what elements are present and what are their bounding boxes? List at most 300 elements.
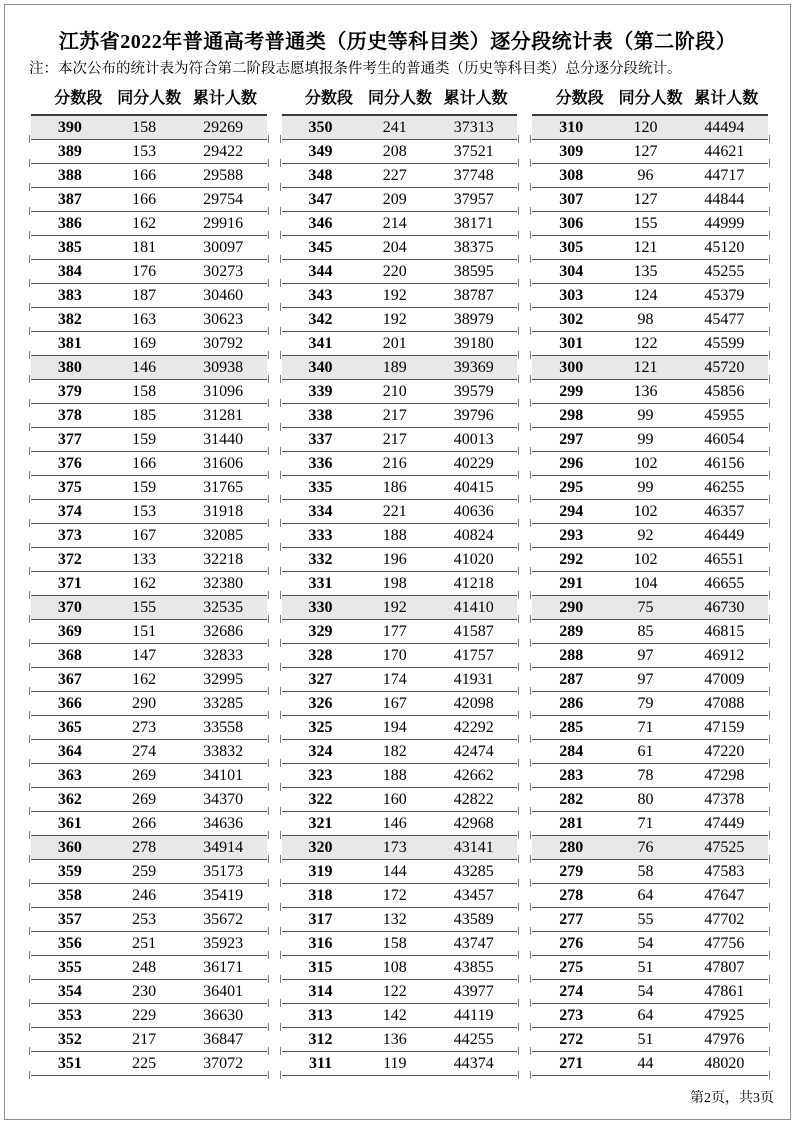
score-cell: 387: [31, 188, 109, 212]
cumulative-cell: 47009: [681, 668, 768, 692]
count-cell: 64: [637, 1007, 654, 1025]
score-cell: 273: [532, 1004, 610, 1028]
document-page: [4, 4, 791, 1120]
table-row: [282, 164, 518, 188]
score-cell: 372: [31, 548, 109, 572]
cumulative-cell: 46255: [681, 476, 768, 500]
cumulative-cell: 31281: [179, 404, 266, 428]
table-row: [532, 115, 768, 140]
score-cell: 325: [282, 716, 360, 740]
score-tables: [31, 88, 768, 1076]
table-row: [31, 572, 267, 596]
score-cell: 379: [31, 380, 109, 404]
score-cell: 290: [532, 596, 610, 620]
score-cell: 345: [282, 236, 360, 260]
count-cell: 216: [382, 455, 407, 473]
cumulative-cell: 46551: [681, 548, 768, 572]
count-cell: 192: [382, 287, 407, 305]
score-cell: 296: [532, 452, 610, 476]
table-row: [31, 500, 267, 524]
count-cell: 55: [637, 911, 654, 929]
cumulative-cell: 42968: [430, 812, 517, 836]
table-row: [532, 284, 768, 308]
cumulative-cell: 32218: [179, 548, 266, 572]
column-headers: [532, 88, 768, 110]
score-cell: 315: [282, 956, 360, 980]
score-cell: 360: [31, 836, 109, 860]
table-row: [282, 932, 518, 956]
table-row: [31, 452, 267, 476]
column-header-cumulative: 累计人数: [694, 90, 759, 108]
cumulative-cell: 45120: [681, 236, 768, 260]
column-header-same-count: 同分人数: [618, 90, 683, 108]
column-header-score: 分数段: [304, 90, 353, 108]
table-row: [282, 956, 518, 980]
table-row: [31, 524, 267, 548]
cumulative-cell: 47976: [681, 1028, 768, 1052]
count-cell: 208: [382, 143, 407, 161]
score-cell: 348: [282, 164, 360, 188]
cumulative-cell: 35672: [179, 908, 266, 932]
cumulative-cell: 29754: [179, 188, 266, 212]
score-cell: 375: [31, 476, 109, 500]
count-cell: 253: [132, 911, 157, 929]
score-cell: 370: [31, 596, 109, 620]
count-cell: 210: [382, 383, 407, 401]
count-cell: 246: [132, 887, 157, 905]
table-row: [31, 260, 267, 284]
cumulative-cell: 47756: [681, 932, 768, 956]
table-row: [31, 164, 267, 188]
cumulative-cell: 38375: [430, 236, 517, 260]
count-cell: 108: [382, 959, 407, 977]
cumulative-cell: 42662: [430, 764, 517, 788]
cumulative-cell: 42474: [430, 740, 517, 764]
table-row: [532, 716, 768, 740]
score-cell: 311: [282, 1052, 360, 1076]
score-cell: 354: [31, 980, 109, 1004]
table-row: [532, 1004, 768, 1028]
table-row: [532, 260, 768, 284]
score-cell: 317: [282, 908, 360, 932]
cumulative-cell: 37748: [430, 164, 517, 188]
cumulative-cell: 46815: [681, 620, 768, 644]
score-cell: 351: [31, 1052, 109, 1076]
cumulative-cell: 45955: [681, 404, 768, 428]
cumulative-cell: 32686: [179, 620, 266, 644]
score-cell: 297: [532, 428, 610, 452]
count-cell: 58: [637, 863, 654, 881]
count-cell: 189: [382, 359, 407, 377]
table-row: [31, 236, 267, 260]
table-row: [532, 860, 768, 884]
score-cell: 365: [31, 716, 109, 740]
count-cell: 127: [633, 143, 658, 161]
cumulative-cell: 34101: [179, 764, 266, 788]
cumulative-cell: 39796: [430, 404, 517, 428]
score-table-group-3: [532, 88, 768, 1076]
table-row: [532, 548, 768, 572]
cumulative-cell: 40013: [430, 428, 517, 452]
count-cell: 155: [633, 215, 658, 233]
column-header-same-count: 同分人数: [117, 90, 182, 108]
table-row: [31, 788, 267, 812]
cumulative-cell: 37521: [430, 140, 517, 164]
cumulative-cell: 44717: [681, 164, 768, 188]
count-cell: 54: [637, 935, 654, 953]
table-row: [31, 908, 267, 932]
count-cell: 166: [132, 455, 157, 473]
score-cell: 371: [31, 572, 109, 596]
count-cell: 214: [382, 215, 407, 233]
cumulative-cell: 30938: [179, 356, 266, 380]
count-cell: 167: [132, 527, 157, 545]
score-cell: 380: [31, 356, 109, 380]
table-row: [282, 908, 518, 932]
cumulative-cell: 46730: [681, 596, 768, 620]
cumulative-cell: 44119: [430, 1004, 517, 1028]
count-cell: 132: [382, 911, 407, 929]
table-row: [532, 932, 768, 956]
score-cell: 383: [31, 284, 109, 308]
cumulative-cell: 32085: [179, 524, 266, 548]
cumulative-cell: 47925: [681, 1004, 768, 1028]
score-cell: 334: [282, 500, 360, 524]
score-table: [282, 114, 518, 1076]
score-cell: 288: [532, 644, 610, 668]
cumulative-cell: 33832: [179, 740, 266, 764]
cumulative-cell: 46912: [681, 644, 768, 668]
table-row: [31, 308, 267, 332]
score-cell: 333: [282, 524, 360, 548]
cumulative-cell: 43977: [430, 980, 517, 1004]
cumulative-cell: 47088: [681, 692, 768, 716]
cumulative-cell: 45379: [681, 284, 768, 308]
count-cell: 248: [132, 959, 157, 977]
count-cell: 273: [132, 719, 157, 737]
cumulative-cell: 38595: [430, 260, 517, 284]
score-cell: 286: [532, 692, 610, 716]
count-cell: 173: [382, 839, 407, 857]
count-cell: 159: [132, 479, 157, 497]
cumulative-cell: 44999: [681, 212, 768, 236]
score-cell: 294: [532, 500, 610, 524]
score-cell: 291: [532, 572, 610, 596]
cumulative-cell: 40636: [430, 500, 517, 524]
count-cell: 71: [637, 719, 654, 737]
count-cell: 80: [637, 791, 654, 809]
table-row: [282, 1004, 518, 1028]
table-row: [31, 548, 267, 572]
table-row: [31, 188, 267, 212]
table-row: [31, 212, 267, 236]
count-cell: 185: [132, 407, 157, 425]
cumulative-cell: 31440: [179, 428, 266, 452]
count-cell: 269: [132, 791, 157, 809]
count-cell: 290: [132, 695, 157, 713]
score-cell: 301: [532, 332, 610, 356]
score-cell: 376: [31, 452, 109, 476]
count-cell: 166: [132, 191, 157, 209]
count-cell: 266: [132, 815, 157, 833]
table-row: [282, 716, 518, 740]
cumulative-cell: 41931: [430, 668, 517, 692]
table-row: [282, 764, 518, 788]
count-cell: 241: [382, 119, 407, 137]
table-row: [282, 260, 518, 284]
table-row: [532, 572, 768, 596]
score-cell: 377: [31, 428, 109, 452]
column-header-cumulative: 累计人数: [192, 90, 257, 108]
count-cell: 230: [132, 983, 157, 1001]
count-cell: 221: [382, 503, 407, 521]
score-cell: 319: [282, 860, 360, 884]
cumulative-cell: 31096: [179, 380, 266, 404]
cumulative-cell: 45856: [681, 380, 768, 404]
table-row: [532, 236, 768, 260]
count-cell: 162: [132, 671, 157, 689]
count-cell: 102: [633, 551, 658, 569]
table-row: [282, 596, 518, 620]
count-cell: 201: [382, 335, 407, 353]
score-cell: 293: [532, 524, 610, 548]
score-cell: 289: [532, 620, 610, 644]
score-cell: 338: [282, 404, 360, 428]
cumulative-cell: 41410: [430, 596, 517, 620]
count-cell: 196: [382, 551, 407, 569]
count-cell: 177: [382, 623, 407, 641]
score-cell: 283: [532, 764, 610, 788]
table-row: [282, 788, 518, 812]
score-cell: 298: [532, 404, 610, 428]
count-cell: 159: [132, 431, 157, 449]
count-cell: 119: [383, 1055, 407, 1073]
cumulative-cell: 48020: [681, 1052, 768, 1076]
cumulative-cell: 46156: [681, 452, 768, 476]
table-row: [532, 1052, 768, 1076]
count-cell: 217: [382, 407, 407, 425]
table-row: [532, 620, 768, 644]
table-row: [282, 980, 518, 1004]
cumulative-cell: 47525: [681, 836, 768, 860]
column-header-score: 分数段: [555, 90, 604, 108]
score-cell: 321: [282, 812, 360, 836]
table-row: [31, 404, 267, 428]
note-text: 注：本次公布的统计表为符合第二阶段志愿填报条件考生的普通类（历史等科目类）总分逐分段统计。: [29, 61, 682, 77]
table-row: [31, 956, 267, 980]
cumulative-cell: 29588: [179, 164, 266, 188]
table-row: [282, 428, 518, 452]
table-row: [31, 596, 267, 620]
table-row: [532, 788, 768, 812]
table-row: [31, 668, 267, 692]
page-title: 江苏省2022年普通高考普通类（历史等科目类）逐分段统计表（第二阶段）: [58, 31, 737, 53]
column-header-same-count: 同分人数: [367, 90, 432, 108]
cumulative-cell: 39579: [430, 380, 517, 404]
cumulative-cell: 30623: [179, 308, 266, 332]
score-cell: 336: [282, 452, 360, 476]
count-cell: 259: [132, 863, 157, 881]
score-cell: 304: [532, 260, 610, 284]
score-cell: 306: [532, 212, 610, 236]
count-cell: 188: [382, 527, 407, 545]
count-cell: 99: [637, 479, 654, 497]
table-row: [532, 836, 768, 860]
count-cell: 172: [382, 887, 407, 905]
table-row: [31, 884, 267, 908]
count-cell: 102: [633, 455, 658, 473]
cumulative-cell: 41020: [430, 548, 517, 572]
cumulative-cell: 32995: [179, 668, 266, 692]
score-cell: 358: [31, 884, 109, 908]
table-row: [31, 140, 267, 164]
count-cell: 176: [132, 263, 157, 281]
count-cell: 98: [637, 311, 654, 329]
cumulative-cell: 45255: [681, 260, 768, 284]
table-row: [282, 620, 518, 644]
count-cell: 160: [382, 791, 407, 809]
table-row: [532, 476, 768, 500]
count-cell: 71: [637, 815, 654, 833]
table-row: [282, 452, 518, 476]
cumulative-cell: 39180: [430, 332, 517, 356]
score-cell: 330: [282, 596, 360, 620]
cumulative-cell: 44844: [681, 188, 768, 212]
count-cell: 251: [132, 935, 157, 953]
cumulative-cell: 35923: [179, 932, 266, 956]
count-cell: 158: [382, 935, 407, 953]
score-cell: 292: [532, 548, 610, 572]
score-cell: 384: [31, 260, 109, 284]
table-row: [31, 115, 267, 140]
score-cell: 299: [532, 380, 610, 404]
count-cell: 186: [382, 479, 407, 497]
cumulative-cell: 47702: [681, 908, 768, 932]
count-cell: 104: [633, 575, 658, 593]
count-cell: 188: [382, 767, 407, 785]
cumulative-cell: 47861: [681, 980, 768, 1004]
count-cell: 217: [132, 1031, 157, 1049]
table-row: [532, 188, 768, 212]
table-row: [282, 644, 518, 668]
table-row: [532, 164, 768, 188]
score-cell: 366: [31, 692, 109, 716]
table-row: [532, 692, 768, 716]
table-row: [532, 404, 768, 428]
table-row: [282, 548, 518, 572]
cumulative-cell: 42098: [430, 692, 517, 716]
count-cell: 278: [132, 839, 157, 857]
cumulative-cell: 42822: [430, 788, 517, 812]
table-row: [532, 452, 768, 476]
cumulative-cell: 34914: [179, 836, 266, 860]
table-row: [532, 596, 768, 620]
table-row: [532, 140, 768, 164]
score-cell: 318: [282, 884, 360, 908]
score-cell: 327: [282, 668, 360, 692]
score-table-group-1: [31, 88, 267, 1076]
cumulative-cell: 42292: [430, 716, 517, 740]
count-cell: 174: [382, 671, 407, 689]
cumulative-cell: 40415: [430, 476, 517, 500]
score-cell: 353: [31, 1004, 109, 1028]
count-cell: 79: [637, 695, 654, 713]
count-cell: 96: [637, 167, 654, 185]
cumulative-cell: 37072: [179, 1052, 266, 1076]
score-cell: 352: [31, 1028, 109, 1052]
score-cell: 285: [532, 716, 610, 740]
cumulative-cell: 43855: [430, 956, 517, 980]
cumulative-cell: 46449: [681, 524, 768, 548]
count-cell: 163: [132, 311, 157, 329]
score-cell: 312: [282, 1028, 360, 1052]
cumulative-cell: 29422: [179, 140, 266, 164]
cumulative-cell: 32833: [179, 644, 266, 668]
table-row: [282, 692, 518, 716]
score-cell: 314: [282, 980, 360, 1004]
count-cell: 122: [382, 983, 407, 1001]
table-row: [532, 908, 768, 932]
score-table: [31, 114, 267, 1076]
table-row: [282, 356, 518, 380]
score-cell: 326: [282, 692, 360, 716]
count-cell: 99: [637, 431, 654, 449]
score-cell: 278: [532, 884, 610, 908]
count-cell: 147: [132, 647, 157, 665]
count-cell: 192: [382, 311, 407, 329]
cumulative-cell: 37313: [430, 115, 517, 140]
cumulative-cell: 39369: [430, 356, 517, 380]
score-cell: 388: [31, 164, 109, 188]
score-cell: 356: [31, 932, 109, 956]
score-cell: 316: [282, 932, 360, 956]
cumulative-cell: 47378: [681, 788, 768, 812]
cumulative-cell: 47159: [681, 716, 768, 740]
score-cell: 305: [532, 236, 610, 260]
score-cell: 357: [31, 908, 109, 932]
score-cell: 346: [282, 212, 360, 236]
count-cell: 158: [132, 383, 157, 401]
count-cell: 61: [637, 743, 654, 761]
table-row: [282, 500, 518, 524]
cumulative-cell: 35419: [179, 884, 266, 908]
score-cell: 295: [532, 476, 610, 500]
cumulative-cell: 46054: [681, 428, 768, 452]
score-cell: 361: [31, 812, 109, 836]
score-cell: 347: [282, 188, 360, 212]
score-cell: 332: [282, 548, 360, 572]
cumulative-cell: 33285: [179, 692, 266, 716]
table-row: [532, 884, 768, 908]
score-cell: 276: [532, 932, 610, 956]
score-cell: 271: [532, 1052, 610, 1076]
table-row: [282, 740, 518, 764]
table-row: [282, 884, 518, 908]
count-cell: 120: [633, 119, 658, 137]
score-cell: 300: [532, 356, 610, 380]
score-cell: 277: [532, 908, 610, 932]
cumulative-cell: 47583: [681, 860, 768, 884]
column-headers: [282, 88, 518, 110]
column-headers: [31, 88, 267, 110]
score-cell: 378: [31, 404, 109, 428]
score-cell: 335: [282, 476, 360, 500]
count-cell: 76: [637, 839, 654, 857]
count-cell: 182: [382, 743, 407, 761]
score-cell: 350: [282, 115, 360, 140]
cumulative-cell: 34636: [179, 812, 266, 836]
table-row: [31, 332, 267, 356]
